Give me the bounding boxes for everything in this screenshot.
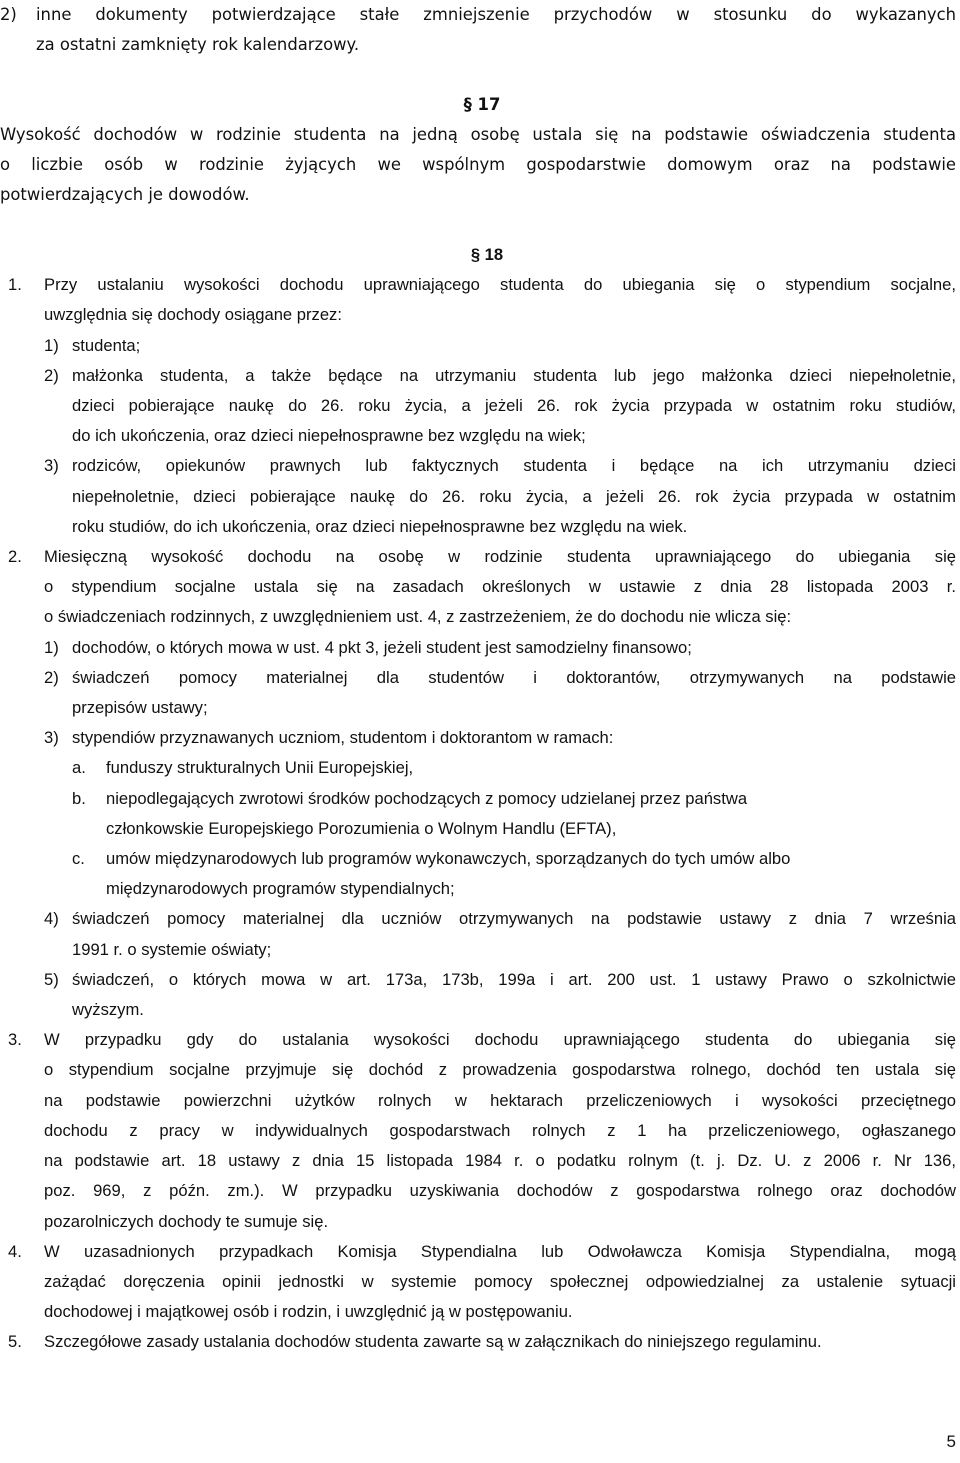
page-number: 5 bbox=[946, 1432, 956, 1451]
item-line: niepełnoletnie, dzieci pobierające naukę do 26. roku życia, a jeżeli 26. rok życia przypada w ostatnim bbox=[72, 486, 956, 506]
paragraph-1 bbox=[0, 270, 956, 300]
item-line: świadczeń, o których mowa w art. 173a, 173b, 199a i art. 200 ust. 1 ustawy Prawo o szkolnictwie bbox=[72, 969, 956, 989]
item-line: stypendiów przyznawanych uczniom, studentom i doktorantom w ramach: bbox=[72, 728, 614, 748]
paragraph-line: na podstawie powierzchni użytków rolnych w hektarach przeliczeniowych i wysokości przeciętnego bbox=[44, 1090, 956, 1110]
paragraph-line: o stypendium socjalne ustala się na zasadach określonych w ustawie z dnia 28 listopada 2003 r. bbox=[44, 577, 956, 597]
subitem-line: niepodlegających zwrotowi środków pochodzących z pomocy udzielanej przez państwa bbox=[106, 788, 748, 808]
item-number: 2) bbox=[44, 667, 59, 687]
intro-section bbox=[0, 0, 956, 210]
subitem-line: międzynarodowych programów stypendialnych; bbox=[106, 879, 455, 899]
item-number: 4) bbox=[44, 909, 59, 929]
paragraph-number: 1. bbox=[8, 275, 22, 295]
subitem-letter: b. bbox=[72, 788, 86, 808]
paragraph-line: pozarolniczych dochody te sumuje się. bbox=[44, 1211, 329, 1231]
item-number: 3) bbox=[44, 728, 59, 748]
list-item bbox=[0, 723, 956, 753]
sub-list-item bbox=[0, 844, 956, 874]
item-line: świadczeń pomocy materialnej dla studentów i doktorantów, otrzymywanych na podstawie bbox=[72, 667, 956, 687]
subitem-letter: a. bbox=[72, 758, 86, 778]
item-line: rodziców, opiekunów prawnych lub faktycznych studenta i będące na ich utrzymaniu dzieci bbox=[72, 456, 956, 476]
subitem-line: funduszy strukturalnych Unii Europejskiej, bbox=[106, 758, 414, 778]
subitem-line: członkowskie Europejskiego Porozumienia o Wolnym Handlu (EFTA), bbox=[106, 818, 617, 838]
paragraph-number: 3. bbox=[8, 1030, 22, 1050]
item-line: do ich ukończenia, oraz dzieci niepełnosprawne bez względu na wiek; bbox=[72, 426, 586, 446]
paragraph-line: Wysokość dochodów w rodzinie studenta na jedną osobę ustala się na podstawie oświadczenia studenta bbox=[0, 125, 956, 144]
item-line: dzieci pobierające naukę do 26. roku życia, a jeżeli 26. rok życia przypada w ostatnim roku studiów, bbox=[72, 396, 956, 416]
list-item bbox=[0, 904, 956, 934]
sub-list-item bbox=[0, 784, 956, 814]
subitem-letter: c. bbox=[72, 849, 85, 869]
list-item bbox=[0, 451, 956, 481]
paragraph-line: W przypadku gdy do ustalania wysokości dochodu uprawniającego studenta do ubiegania się bbox=[44, 1030, 956, 1050]
item-number: 3) bbox=[44, 456, 59, 476]
section-18 bbox=[0, 240, 956, 1358]
sub-list-item bbox=[0, 753, 956, 783]
item-number: 2) bbox=[44, 365, 59, 385]
list-item bbox=[0, 633, 956, 663]
paragraph-line: Miesięczną wysokość dochodu na osobę w rodzinie studenta uprawniającego do ubiegania się bbox=[44, 547, 956, 567]
paragraph-line: Przy ustalaniu wysokości dochodu uprawniającego studenta do ubiegania się o stypendium socjalne, bbox=[44, 275, 956, 295]
item-number: 2) bbox=[0, 5, 17, 24]
list-item bbox=[0, 331, 956, 361]
paragraph-line: W uzasadnionych przypadkach Komisja Stypendialna lub Odwoławcza Komisja Stypendialna, mogą bbox=[44, 1241, 956, 1261]
paragraph-line: zażądać doręczenia opinii jednostki w systemie pomocy społecznej odpowiedzialnej za ustalenie sytuacji bbox=[44, 1271, 956, 1291]
subitem-line: umów międzynarodowych lub programów wykonawczych, sporządzanych do tych umów albo bbox=[106, 849, 791, 869]
paragraph-line: uwzględnia się dochody osiągane przez: bbox=[44, 305, 342, 325]
paragraph-line: o świadczeniach rodzinnych, z uwzględnieniem ust. 4, z zastrzeżeniem, że do dochodu nie wlicza się: bbox=[44, 607, 792, 627]
list-item bbox=[0, 361, 956, 391]
item-line: roku studiów, do ich ukończenia, oraz dzieci niepełnosprawne bez względu na wiek. bbox=[72, 516, 688, 536]
paragraph-line: dochodu z pracy w indywidualnych gospodarstwach rolnych z 1 ha przeliczeniowego, ogłaszanego bbox=[44, 1120, 956, 1140]
item-line: świadczeń pomocy materialnej dla uczniów otrzymywanych na podstawie ustawy z dnia 7 września bbox=[72, 909, 956, 929]
section-heading-17: § 17 bbox=[463, 95, 501, 114]
paragraph-4 bbox=[0, 1237, 956, 1267]
list-item bbox=[0, 0, 956, 30]
item-line: wyższym. bbox=[72, 1000, 144, 1020]
item-line: dochodów, o których mowa w ust. 4 pkt 3, jeżeli student jest samodzielny finansowo; bbox=[72, 637, 692, 657]
section-heading-18: § 18 bbox=[470, 245, 504, 264]
item-line: przepisów ustawy; bbox=[72, 698, 208, 718]
paragraph-line: Szczegółowe zasady ustalania dochodów studenta zawarte są w załącznikach do niniejszego regulaminu. bbox=[44, 1332, 822, 1352]
list-item bbox=[0, 663, 956, 693]
paragraph-line: na podstawie art. 18 ustawy z dnia 15 listopada 1984 r. o podatku rolnym (t. j. Dz. U. z 2006 r. Nr 136, bbox=[44, 1151, 956, 1171]
list-item-continuation bbox=[0, 30, 956, 60]
paragraph-number: 4. bbox=[8, 1241, 22, 1261]
paragraph-3 bbox=[0, 1025, 956, 1055]
item-line: 1991 r. o systemie oświaty; bbox=[72, 939, 272, 959]
paragraph-line: dochodowej i majątkowej osób i rodzin, i uwzględnić ją w postępowaniu. bbox=[44, 1302, 573, 1322]
paragraph-number: 2. bbox=[8, 547, 22, 567]
paragraph-5 bbox=[0, 1327, 956, 1357]
item-number: 1) bbox=[44, 637, 59, 657]
item-number: 5) bbox=[44, 969, 59, 989]
paragraph-line: o liczbie osób w rodzinie żyjących we wspólnym gospodarstwie domowym oraz na podstawie bbox=[0, 155, 956, 174]
paragraph-number: 5. bbox=[8, 1332, 22, 1352]
paragraph-line: potwierdzających je dowodów. bbox=[0, 185, 250, 204]
item-line: studenta; bbox=[72, 335, 141, 355]
paragraph-line: poz. 969, z późn. zm.). W przypadku uzyskiwania dochodów z gospodarstwa rolnego oraz dochodów bbox=[44, 1181, 956, 1201]
item-line: małżonka studenta, a także będące na utrzymaniu studenta lub jego małżonka dzieci niepełnoletnie, bbox=[72, 365, 956, 385]
item-number: 1) bbox=[44, 335, 59, 355]
list-item bbox=[0, 965, 956, 995]
paragraph-line: o stypendium socjalne przyjmuje się dochód z prowadzenia gospodarstwa rolnego, dochód ten ustala się bbox=[44, 1060, 956, 1080]
paragraph-2 bbox=[0, 542, 956, 572]
item-line: inne dokumenty potwierdzające stałe zmniejszenie przychodów w stosunku do wykazanych bbox=[36, 5, 956, 24]
item-line: za ostatni zamknięty rok kalendarzowy. bbox=[36, 35, 360, 54]
